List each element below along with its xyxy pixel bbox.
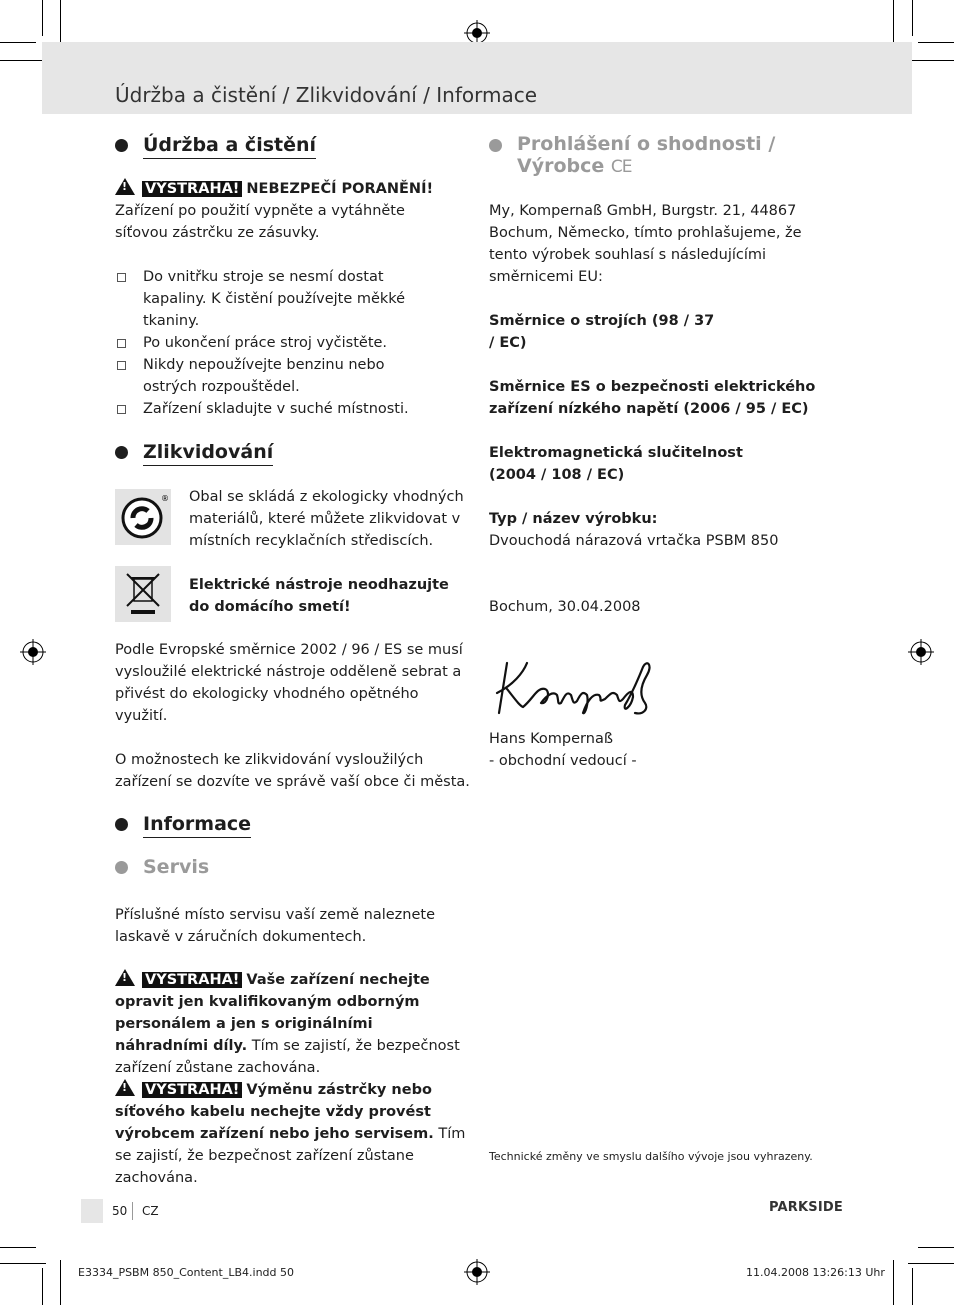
left-column (115, 133, 470, 420)
disposal-paragraphs (115, 639, 470, 793)
warning-repair (115, 969, 467, 1079)
section-heading-info: Informace (115, 812, 251, 836)
type-label: Typ / název výrobku: (489, 511, 658, 527)
disposal-directive-text: Podle Evropské směrnice 2002 / 96 / ES se musí vysloužilé elektrické nástroje odděleně sebrat a přivést do ekologicky vhodného opětného využití. (115, 642, 463, 724)
warning-badge: VÝSTRAHA! (142, 972, 242, 988)
footnote: Technické změny ve smyslu dalšího vývoje jsou vyhrazeny. (489, 1150, 813, 1163)
signer-block (489, 728, 789, 772)
section-heading-disposal: Zlikvidování (115, 440, 273, 464)
directive-machines: Směrnice o strojích (98 / 37 / EC) (489, 313, 715, 351)
crop-mark (0, 60, 46, 61)
crop-mark (0, 1263, 46, 1264)
registration-mark-icon (20, 639, 46, 665)
crop-mark (893, 0, 894, 46)
warning-injury (115, 178, 470, 200)
crop-mark (912, 0, 913, 36)
info-section (115, 812, 470, 1189)
crop-mark (0, 42, 36, 43)
warning-repair-text: Tím se zajistí, že bezpečnost zařízení zůstane zachována. (115, 1038, 460, 1076)
warning-cable-bold: Výměnu zástrčky nebo síťového kabelu nechejte vždy provést výrobcem zařízení nebo jeho servisem. (115, 1082, 434, 1142)
disposal-municipality-text: O možnostech ke zlikvidování vysloužilých zařízení se dozvíte ve správě vaší obce či města. (115, 752, 470, 790)
brand-logo: PARKSIDE (769, 1200, 843, 1215)
crossed-bin-icon (115, 566, 171, 622)
warning-cable (115, 1079, 467, 1189)
footer-tab (81, 1199, 103, 1223)
place-date: Bochum, 30.04.2008 (489, 599, 641, 615)
maintenance-list (115, 266, 415, 420)
warning-title: NEBEZPEČÍ PORANĚNÍ! (246, 181, 434, 197)
list-item: Zařízení skladujte v suché místnosti. (115, 398, 415, 420)
signer-role: - obchodní vedoucí - (489, 753, 637, 769)
declaration-intro: My, Kompernaß GmbH, Burgstr. 21, 44867 Bochum, Německo, tímto prohlašujeme, že tento výrobek souhlasí s následujícími směrnicemi EU: (489, 203, 802, 285)
signature-image (493, 655, 658, 717)
section-heading-service: Servis (115, 855, 209, 879)
registration-mark-icon (464, 1259, 490, 1285)
crop-mark (918, 42, 954, 43)
crop-mark (893, 1260, 894, 1305)
warning-cable-text: Tím se zajistí, že bezpečnost zařízení zůstane zachována. (115, 1126, 466, 1186)
right-column (489, 133, 834, 618)
svg-text:®: ® (161, 494, 169, 503)
language-code: CZ (142, 1204, 159, 1218)
crop-mark (918, 1247, 954, 1248)
green-dot-recycle-icon (115, 489, 171, 545)
type-value: Dvouchodá nárazová vrtačka PSBM 850 (489, 533, 779, 549)
page-title: Údržba a čistění / Zlikvidování / Informace (115, 83, 538, 107)
warning-triangle-icon: ! (115, 969, 135, 986)
print-slug-date: 11.04.2008 13:26:13 Uhr (746, 1266, 885, 1279)
checkbox-square-icon (117, 405, 126, 414)
warning-repair-bold: Vaše zařízení nechejte opravit jen kvalifikovaným odborným personálem a jen s originálními náhradními díly. (115, 972, 430, 1054)
warning-triangle-icon: ! (115, 1079, 135, 1096)
packaging-text: Obal se skládá z ekologicky vhodných materiálů, které můžete zlikvidovat v místních recyklačních střediscích. (189, 489, 464, 549)
crop-mark (60, 0, 61, 46)
warning-text: Zařízení po použití vypněte a vytáhněte síťovou zástrčku ze zásuvky. (115, 203, 405, 241)
checkbox-square-icon (117, 339, 126, 348)
crop-mark (42, 1268, 43, 1305)
warning-triangle-icon: ! (115, 178, 135, 195)
checkbox-square-icon (117, 361, 126, 370)
disposal-section (115, 440, 470, 465)
crop-mark (908, 1263, 954, 1264)
ce-mark-icon: CE (610, 157, 632, 177)
warning-badge: VÝSTRAHA! (142, 1082, 242, 1098)
page-number: 50 (112, 1204, 128, 1218)
footer-divider (132, 1202, 133, 1220)
signer-name: Hans Kompernaß (489, 731, 613, 747)
crop-mark (912, 1268, 913, 1305)
checkbox-square-icon (117, 273, 126, 282)
registration-mark-icon (908, 639, 934, 665)
list-item: Do vnitřku stroje se nesmí dostat kapaliny. K čistění používejte měkké tkaniny. (115, 266, 415, 332)
section-heading-declaration: Prohlášení o shodnosti / Výrobce CE (489, 133, 775, 178)
service-text: Příslušné místo servisu vaší země naleznete laskavě v záručních dokumentech. (115, 907, 435, 945)
crop-mark (42, 0, 43, 36)
print-slug-file: E3334_PSBM 850_Content_LB4.indd 50 (78, 1266, 294, 1279)
crop-mark (0, 1247, 36, 1248)
list-item: Po ukončení práce stroj vyčistěte. (115, 332, 415, 354)
list-item: Nikdy nepoužívejte benzinu nebo ostrých rozpouštědel. (115, 354, 415, 398)
warning-badge: VÝSTRAHA! (142, 181, 242, 197)
directive-emc: Elektromagnetická slučitelnost (2004 / 108 / EC) (489, 445, 743, 483)
directive-low-voltage: Směrnice ES o bezpečnosti elektrického zařízení nízkého napětí (2006 / 95 / EC) (489, 379, 816, 417)
crop-mark (60, 1260, 61, 1305)
crop-mark (908, 60, 954, 61)
section-heading-maintenance: Údržba a čistění (115, 133, 316, 157)
weee-warning: Elektrické nástroje neodhazujte do domácího smetí! (189, 577, 449, 615)
